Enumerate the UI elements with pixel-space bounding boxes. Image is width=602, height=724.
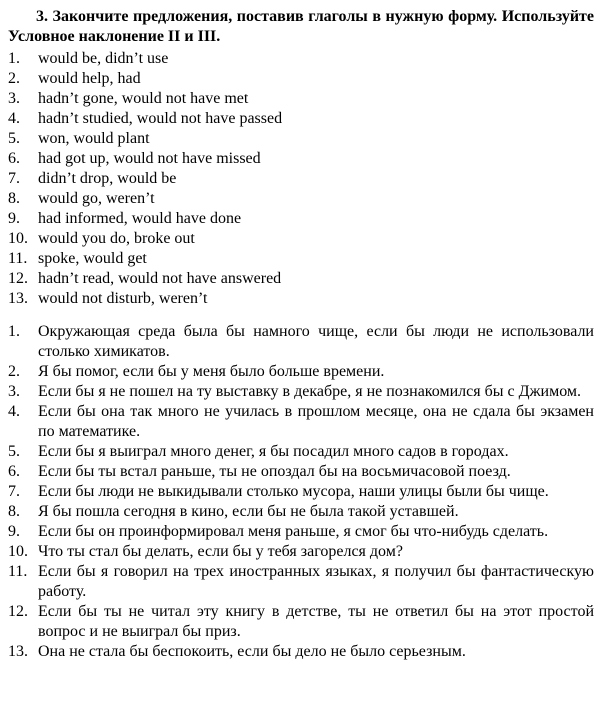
item-text: hadn’t studied, would not have passed bbox=[38, 110, 283, 127]
translations-list bbox=[8, 322, 594, 662]
item-text: had informed, would have done bbox=[38, 210, 242, 227]
item-number: 3. bbox=[8, 383, 20, 400]
item-text: Она не стала бы беспокоить, если бы дело не было серьезным. bbox=[38, 643, 466, 660]
list-item bbox=[8, 109, 594, 129]
item-number: 1. bbox=[8, 323, 20, 340]
answers-list bbox=[8, 49, 594, 309]
list-item bbox=[8, 642, 594, 662]
exercise-heading: 3. Закончите предложения, поставив глаголы в нужную форму. Используйте Условное наклонение II и III. bbox=[8, 8, 594, 45]
list-item bbox=[8, 49, 594, 69]
list-item bbox=[8, 382, 594, 402]
list-item bbox=[8, 442, 594, 462]
list-item bbox=[8, 149, 594, 169]
list-item bbox=[8, 402, 594, 442]
item-number: 10. bbox=[8, 543, 28, 560]
item-number: 9. bbox=[8, 523, 20, 540]
list-item bbox=[8, 269, 594, 289]
list-item bbox=[8, 602, 594, 642]
item-text: Окружающая среда была бы намного чище, если бы люди не использовали столько химикатов. bbox=[38, 323, 594, 360]
list-item bbox=[8, 322, 594, 362]
item-number: 10. bbox=[8, 230, 28, 247]
item-number: 12. bbox=[8, 270, 28, 287]
item-text: Если бы я говорил на трех иностранных языках, я получил бы фантастическую работу. bbox=[38, 563, 594, 600]
list-item bbox=[8, 562, 594, 602]
list-item bbox=[8, 129, 594, 149]
list-item bbox=[8, 362, 594, 382]
item-text: had got up, would not have missed bbox=[38, 150, 261, 167]
item-number: 8. bbox=[8, 503, 20, 520]
item-text: hadn’t gone, would not have met bbox=[38, 90, 249, 107]
item-number: 9. bbox=[8, 210, 20, 227]
item-number: 8. bbox=[8, 190, 20, 207]
item-number: 5. bbox=[8, 443, 20, 460]
item-number: 11. bbox=[8, 563, 28, 580]
item-number: 11. bbox=[8, 250, 28, 267]
item-text: Если бы он проинформировал меня раньше, я смог бы что-нибудь сделать. bbox=[38, 523, 549, 540]
item-text: won, would plant bbox=[38, 130, 150, 147]
item-text: Что ты стал бы делать, если бы у тебя загорелся дом? bbox=[38, 543, 403, 560]
item-text: Если бы она так много не училась в прошлом месяце, она не сдала бы экзамен по математике. bbox=[38, 403, 594, 440]
list-item bbox=[8, 522, 594, 542]
item-number: 7. bbox=[8, 170, 20, 187]
item-number: 4. bbox=[8, 403, 20, 420]
item-text: didn’t drop, would be bbox=[38, 170, 177, 187]
list-item bbox=[8, 189, 594, 209]
list-item bbox=[8, 289, 594, 309]
list-item bbox=[8, 229, 594, 249]
item-text: Если бы ты встал раньше, ты не опоздал бы на восьмичасовой поезд. bbox=[38, 463, 511, 480]
item-number: 1. bbox=[8, 50, 20, 67]
item-text: Я бы помог, если бы у меня было больше времени. bbox=[38, 363, 385, 380]
item-number: 12. bbox=[8, 603, 28, 620]
item-text: would you do, broke out bbox=[38, 230, 195, 247]
list-item bbox=[8, 462, 594, 482]
item-text: would go, weren’t bbox=[38, 190, 155, 207]
list-item bbox=[8, 169, 594, 189]
item-text: Если бы ты не читал эту книгу в детстве, ты не ответил бы на этот простой вопрос и не выиграл бы приз. bbox=[38, 603, 594, 640]
item-text: spoke, would get bbox=[38, 250, 147, 267]
item-text: Если бы я выиграл много денег, я бы посадил много садов в городах. bbox=[38, 443, 509, 460]
item-number: 2. bbox=[8, 70, 20, 87]
item-text: would be, didn’t use bbox=[38, 50, 169, 67]
item-number: 2. bbox=[8, 363, 20, 380]
list-item bbox=[8, 89, 594, 109]
item-number: 13. bbox=[8, 643, 28, 660]
list-item bbox=[8, 209, 594, 229]
item-text: Я бы пошла сегодня в кино, если бы не была такой уставшей. bbox=[38, 503, 459, 520]
item-text: would help, had bbox=[38, 70, 141, 87]
item-number: 13. bbox=[8, 290, 28, 307]
list-item bbox=[8, 542, 594, 562]
item-number: 6. bbox=[8, 150, 20, 167]
item-number: 6. bbox=[8, 463, 20, 480]
item-text: hadn’t read, would not have answered bbox=[38, 270, 282, 287]
list-item bbox=[8, 249, 594, 269]
list-item bbox=[8, 69, 594, 89]
item-text: Если бы я не пошел на ту выставку в декабре, я не познакомился бы с Джимом. bbox=[38, 383, 582, 400]
item-number: 7. bbox=[8, 483, 20, 500]
list-item bbox=[8, 482, 594, 502]
item-number: 5. bbox=[8, 130, 20, 147]
item-text: Если бы люди не выкидывали столько мусора, наши улицы были бы чище. bbox=[38, 483, 549, 500]
item-number: 3. bbox=[8, 90, 20, 107]
item-number: 4. bbox=[8, 110, 20, 127]
item-text: would not disturb, weren’t bbox=[38, 290, 208, 307]
list-item bbox=[8, 502, 594, 522]
